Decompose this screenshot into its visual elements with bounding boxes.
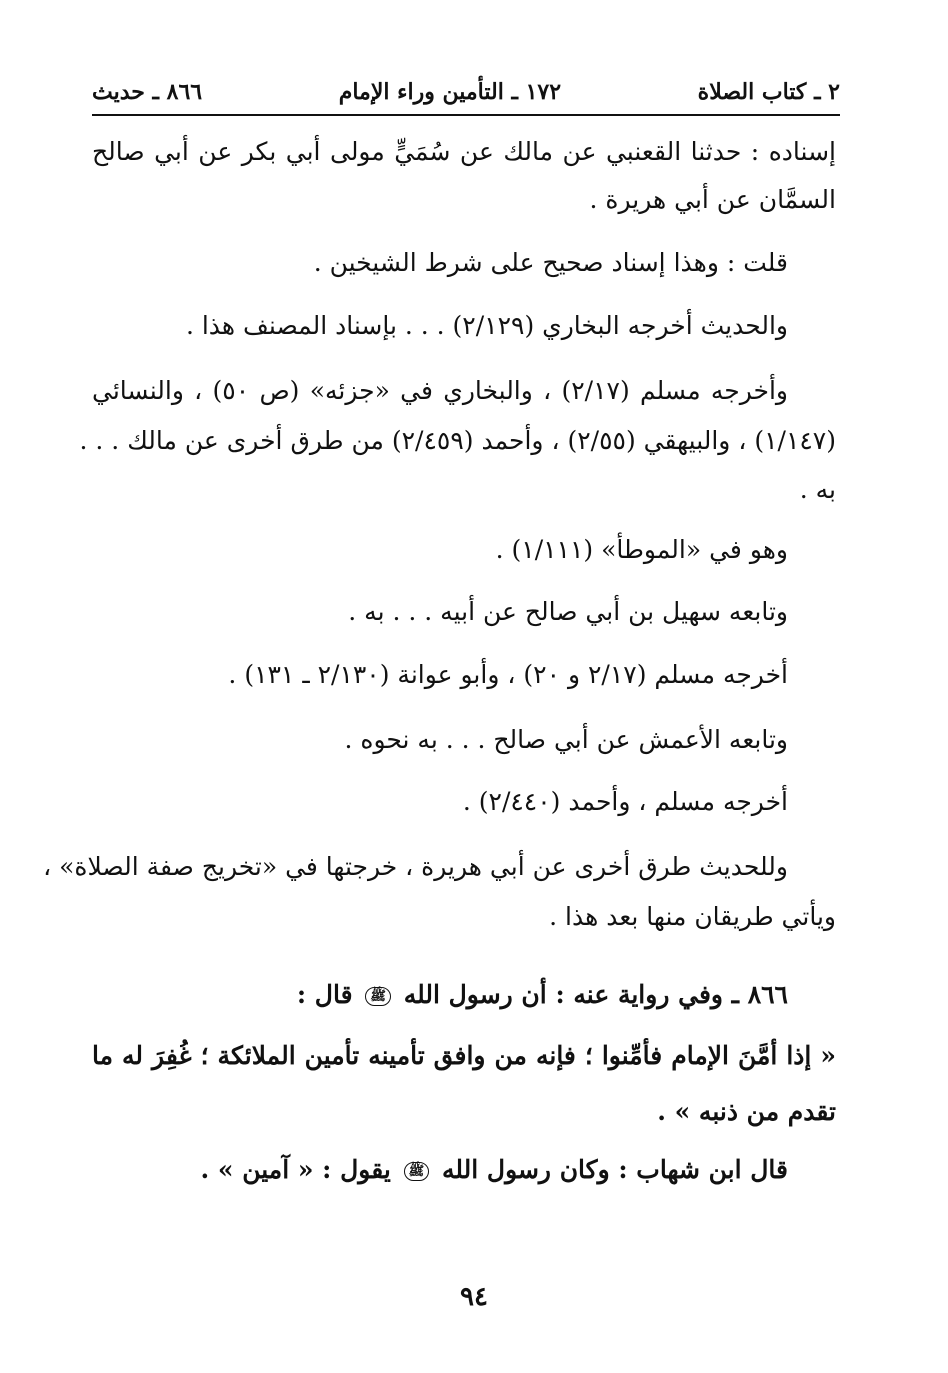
hadith-intro: [92, 975, 788, 1015]
hadith-intro-text: ٨٦٦ ـ وفي رواية عنه : أن رسول الله: [403, 980, 788, 1009]
amash-paragraph: وتابعه الأعمش عن أبي صالح . . . به نحوه .: [344, 725, 788, 754]
akhrajahu-line-3: به .: [799, 475, 836, 504]
muslim-abu-awana-paragraph: أخرجه مسلم (٢/١٧ و ٢٠) ، وأبو عوانة (٢/١٣٠ ـ ١٣١) .: [228, 660, 788, 689]
header-divider: [92, 114, 840, 116]
isnad-line-1: إسناده : حدثنا القعنبي عن مالك عن سُمَيٍّ مولى أبي بكر عن أبي صالح: [92, 137, 836, 166]
muslim-ahmad-paragraph: أخرجه مسلم ، وأحمد (٢/٤٤٠) .: [462, 787, 788, 816]
salla-symbol-icon: ﷺ: [365, 987, 391, 1006]
ibn-shihab-amin: يقول : « آمين » .: [200, 1155, 391, 1184]
suhail-paragraph: وتابعه سهيل بن أبي صالح عن أبيه . . . به .: [348, 597, 788, 626]
ibn-shihab-line: [92, 1150, 788, 1190]
ibn-shihab-text: قال ابن شهاب : وكان رسول الله: [441, 1155, 788, 1184]
page-number: ٩٤: [460, 1282, 488, 1312]
header-hadith-number: ٨٦٦ ـ حديث: [92, 79, 203, 105]
isnad-line-2: السمَّان عن أبي هريرة .: [589, 185, 836, 214]
header-section: ١٧٢ ـ التأمين وراء الإمام: [338, 79, 562, 105]
hadith-matn-line-2: تقدم من ذنبه » .: [657, 1097, 836, 1126]
bukhari-paragraph: والحديث أخرجه البخاري (٢/١٢٩) . . . بإسناد المصنف هذا .: [185, 311, 788, 340]
akhrajahu-line-1: وأخرجه مسلم (٢/١٧) ، والبخاري في «جزئه» (ص ٥٠) ، والنسائي: [92, 376, 788, 405]
qult-paragraph: قلت : وهذا إسناد صحيح على شرط الشيخين .: [313, 248, 788, 277]
hadith-intro-qala: قال :: [296, 980, 353, 1009]
turuq-line-2: ويأتي طريقان منها بعد هذا .: [549, 902, 836, 931]
muwatta-paragraph: وهو في «الموطأ» (١/١١١) .: [495, 535, 788, 564]
header-chapter: ٢ ـ كتاب الصلاة: [697, 79, 840, 105]
salla-symbol-icon: ﷺ: [404, 1162, 430, 1181]
running-header: [92, 74, 840, 110]
akhrajahu-line-2: (١/١٤٧) ، والبيهقي (٢/٥٥) ، وأحمد (٢/٤٥٩) من طرق أخرى عن مالك . . .: [79, 426, 836, 455]
turuq-line-1: وللحديث طرق أخرى عن أبي هريرة ، خرجتها في «تخريج صفة الصلاة» ،: [43, 852, 788, 881]
hadith-matn-line-1: « إذا أمَّنَ الإمام فأمِّنوا ؛ فإنه من وافق تأمينه تأمين الملائكة ؛ غُفِرَ له ما: [92, 1041, 836, 1070]
